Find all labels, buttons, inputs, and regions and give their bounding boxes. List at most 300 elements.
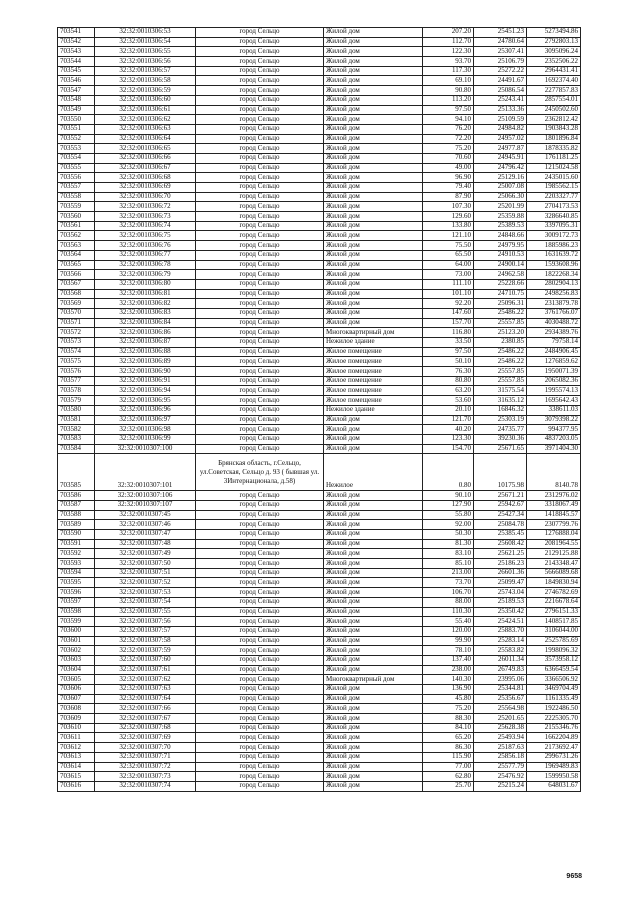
table-row [58,665,581,675]
address-cell: город Сельцо [196,299,324,309]
area-cell: 55.40 [423,617,474,627]
unit-value-cell: 25303.19 [474,415,527,425]
object-type-cell: Жилой дом [324,231,423,241]
area-cell: 113.20 [423,95,474,105]
object-type-cell: Жилой дом [324,597,423,607]
row-number-cell: 703614 [58,762,95,772]
row-number-cell: 703571 [58,318,95,328]
cadastral-number-cell: 32:32:0010307:64 [95,694,196,704]
area-cell: 33.50 [423,338,474,348]
row-number-cell: 703561 [58,221,95,231]
cadastral-value-cell: 1276888.04 [527,530,581,540]
unit-value-cell: 25608.42 [474,539,527,549]
object-type-cell: Жилой дом [324,279,423,289]
table-row [58,568,581,578]
address-cell: город Сельцо [196,47,324,57]
area-cell: 88.30 [423,714,474,724]
cadastral-value-cell: 1761181.25 [527,153,581,163]
area-cell: 78.10 [423,646,474,656]
cadastral-number-cell: 32:32:0010307:70 [95,743,196,753]
cadastral-value-cell: 1822268.34 [527,270,581,280]
unit-value-cell: 25086.54 [474,86,527,96]
address-cell: город Сельцо [196,655,324,665]
row-number-cell: 703585 [58,454,95,491]
unit-value-cell: 25451.23 [474,28,527,38]
unit-value-cell: 25344.81 [474,685,527,695]
table-row [58,752,581,762]
address-cell: город Сельцо [196,37,324,47]
unit-value-cell: 24984.82 [474,124,527,134]
address-cell: город Сельцо [196,646,324,656]
row-number-cell: 703616 [58,781,95,791]
address-cell: город Сельцо [196,57,324,67]
cadastral-value-cell: 2143348.47 [527,559,581,569]
row-number-cell: 703604 [58,665,95,675]
object-type-cell: Жилой дом [324,105,423,115]
row-number-cell: 703607 [58,694,95,704]
object-type-cell: Жилой дом [324,212,423,222]
address-cell: город Сельцо [196,704,324,714]
address-cell: город Сельцо [196,588,324,598]
area-cell: 77.00 [423,762,474,772]
unit-value-cell: 25942.67 [474,500,527,510]
address-cell: город Сельцо [196,241,324,251]
area-cell: 99.90 [423,636,474,646]
unit-value-cell: 25486.22 [474,308,527,318]
address-cell: город Сельцо [196,762,324,772]
cadastral-number-cell: 32:32:0010307:53 [95,588,196,598]
cadastral-number-cell: 32:32:0010306:64 [95,134,196,144]
area-cell: 121.70 [423,415,474,425]
table-row [58,762,581,772]
cadastral-number-cell: 32:32:0010306:54 [95,37,196,47]
table-row [58,646,581,656]
row-number-cell: 703576 [58,367,95,377]
cadastral-value-cell: 1849830.94 [527,578,581,588]
area-cell: 70.60 [423,153,474,163]
row-number-cell: 703546 [58,76,95,86]
cadastral-number-cell: 32:32:0010307:71 [95,752,196,762]
address-cell: город Сельцо [196,86,324,96]
cadastral-number-cell: 32:32:0010306:57 [95,66,196,76]
object-type-cell: Жилой дом [324,183,423,193]
unit-value-cell: 10175.98 [474,454,527,491]
cadastral-number-cell: 32:32:0010307:60 [95,655,196,665]
object-type-cell: Жилой дом [324,425,423,435]
row-number-cell: 703611 [58,733,95,743]
object-type-cell: Жилой дом [324,250,423,260]
row-number-cell: 703592 [58,549,95,559]
unit-value-cell: 25476.92 [474,772,527,782]
unit-value-cell: 25389.53 [474,221,527,231]
cadastral-number-cell: 32:32:0010306:68 [95,173,196,183]
address-cell: город Сельцо [196,202,324,212]
object-type-cell: Жилой дом [324,781,423,791]
object-type-cell: Жилой дом [324,539,423,549]
area-cell: 84.10 [423,723,474,733]
object-type-cell: Жилой дом [324,192,423,202]
table-row [58,250,581,260]
cadastral-number-cell: 32:32:0010307:46 [95,520,196,530]
cadastral-number-cell: 32:32:0010306:59 [95,86,196,96]
cadastral-value-cell: 1969489.83 [527,762,581,772]
row-number-cell: 703609 [58,714,95,724]
row-number-cell: 703578 [58,386,95,396]
unit-value-cell: 25385.45 [474,530,527,540]
table-row [58,386,581,396]
area-cell: 127.90 [423,500,474,510]
table-row [58,415,581,425]
area-cell: 107.30 [423,202,474,212]
table-row [58,66,581,76]
area-cell: 45.80 [423,694,474,704]
unit-value-cell: 25215.24 [474,781,527,791]
area-cell: 129.60 [423,212,474,222]
table-row [58,510,581,520]
area-cell: 93.70 [423,57,474,67]
unit-value-cell: 23995.06 [474,675,527,685]
table-row [58,241,581,251]
address-cell: город Сельцо [196,144,324,154]
row-number-cell: 703563 [58,241,95,251]
table-row [58,328,581,338]
row-number-cell: 703559 [58,202,95,212]
cadastral-number-cell: 32:32:0010306:66 [95,153,196,163]
table-row [58,115,581,125]
unit-value-cell: 25856.18 [474,752,527,762]
table-row [58,617,581,627]
address-cell: город Сельцо [196,425,324,435]
object-type-cell: Жилой дом [324,47,423,57]
unit-value-cell: 25186.23 [474,559,527,569]
area-cell: 112.70 [423,37,474,47]
area-cell: 120.00 [423,626,474,636]
address-cell: город Сельцо [196,386,324,396]
area-cell: 238.00 [423,665,474,675]
address-cell: город Сельцо [196,396,324,406]
object-type-cell: Жилой дом [324,743,423,753]
area-cell: 62.80 [423,772,474,782]
cadastral-value-cell: 3106044.00 [527,626,581,636]
object-type-cell: Жилой дом [324,57,423,67]
unit-value-cell: 25883.70 [474,626,527,636]
unit-value-cell: 24848.66 [474,231,527,241]
address-cell: город Сельцо [196,221,324,231]
cadastral-value-cell: 2216678.64 [527,597,581,607]
row-number-cell: 703608 [58,704,95,714]
address-cell: город Сельцо [196,733,324,743]
table-row [58,704,581,714]
row-number-cell: 703590 [58,530,95,540]
address-cell: город Сельцо [196,279,324,289]
row-number-cell: 703541 [58,28,95,38]
table-row [58,714,581,724]
row-number-cell: 703588 [58,510,95,520]
object-type-cell: Жилой дом [324,510,423,520]
object-type-cell: Нежилое здание [324,405,423,415]
cadastral-number-cell: 32:32:0010306:83 [95,308,196,318]
area-cell: 72.20 [423,134,474,144]
row-number-cell: 703612 [58,743,95,753]
object-type-cell: Жилой дом [324,578,423,588]
cadastral-number-cell: 32:32:0010307:56 [95,617,196,627]
object-type-cell: Жилой дом [324,568,423,578]
address-cell: город Сельцо [196,568,324,578]
object-type-cell: Жилой дом [324,434,423,444]
address-cell: город Сельцо [196,675,324,685]
table-body [58,28,581,792]
area-cell: 140.30 [423,675,474,685]
area-cell: 137.40 [423,655,474,665]
area-cell: 25.70 [423,781,474,791]
table-row [58,338,581,348]
cadastral-number-cell: 32:32:0010307:100 [95,444,196,454]
row-number-cell: 703545 [58,66,95,76]
cadastral-number-cell: 32:32:0010306:53 [95,28,196,38]
object-type-cell: Жилой дом [324,491,423,501]
object-type-cell: Жилой дом [324,733,423,743]
object-type-cell: Жилой дом [324,655,423,665]
address-cell: город Сельцо [196,328,324,338]
unit-value-cell: 25424.51 [474,617,527,627]
object-type-cell: Жилой дом [324,241,423,251]
address-cell: город Сельцо [196,636,324,646]
object-type-cell: Жилой дом [324,76,423,86]
cadastral-number-cell: 32:32:0010307:66 [95,704,196,714]
cadastral-number-cell: 32:32:0010306:75 [95,231,196,241]
address-cell: город Сельцо [196,772,324,782]
object-type-cell: Жилой дом [324,221,423,231]
cadastral-number-cell: 32:32:0010307:61 [95,665,196,675]
cadastral-number-cell: 32:32:0010306:88 [95,347,196,357]
row-number-cell: 703564 [58,250,95,260]
cadastral-value-cell: 1593608.96 [527,260,581,270]
cadastral-value-cell: 3573958.12 [527,655,581,665]
row-number-cell: 703594 [58,568,95,578]
row-number-cell: 703547 [58,86,95,96]
cadastral-number-cell: 32:32:0010306:70 [95,192,196,202]
cadastral-value-cell: 2081964.55 [527,539,581,549]
cadastral-value-cell: 2277857.83 [527,86,581,96]
row-number-cell: 703598 [58,607,95,617]
unit-value-cell: 25671.65 [474,444,527,454]
address-cell: город Сельцо [196,714,324,724]
unit-value-cell: 31635.12 [474,396,527,406]
cadastral-number-cell: 32:32:0010306:77 [95,250,196,260]
area-cell: 111.10 [423,279,474,289]
area-cell: 64.00 [423,260,474,270]
table-row [58,588,581,598]
area-cell: 53.60 [423,396,474,406]
row-number-cell: 703552 [58,134,95,144]
area-cell: 116.80 [423,328,474,338]
cadastral-number-cell: 32:32:0010306:79 [95,270,196,280]
row-number-cell: 703615 [58,772,95,782]
unit-value-cell: 25307.41 [474,47,527,57]
table-row [58,549,581,559]
object-type-cell: Жилой дом [324,37,423,47]
unit-value-cell: 24900.14 [474,260,527,270]
address-cell: город Сельцо [196,626,324,636]
table-row [58,37,581,47]
cadastral-number-cell: 32:32:0010306:62 [95,115,196,125]
cadastral-value-cell: 2129125.88 [527,549,581,559]
cadastral-number-cell: 32:32:0010307:55 [95,607,196,617]
cadastral-number-cell: 32:32:0010307:107 [95,500,196,510]
object-type-cell: Жилой дом [324,723,423,733]
object-type-cell: Жилой дом [324,685,423,695]
cadastral-value-cell: 1161335.49 [527,694,581,704]
row-number-cell: 703551 [58,124,95,134]
table-row [58,520,581,530]
object-type-cell: Жилой дом [324,299,423,309]
object-type-cell: Жилой дом [324,144,423,154]
address-cell: город Сельцо [196,367,324,377]
area-cell: 75.50 [423,241,474,251]
address-cell: город Сельцо [196,530,324,540]
address-cell: Брянская область, г.Сельцо, ул.Советская, Сельцо д. 93 ( бывшая ул. 3Интернационала, д.58) [196,454,324,491]
table-row [58,86,581,96]
address-cell: город Сельцо [196,607,324,617]
object-type-cell: Жилой дом [324,636,423,646]
area-cell: 136.90 [423,685,474,695]
cadastral-number-cell: 32:32:0010307:63 [95,685,196,695]
cadastral-value-cell: 1922486.50 [527,704,581,714]
area-cell: 154.70 [423,444,474,454]
page-number: 9658 [566,873,582,880]
row-number-cell: 703544 [58,57,95,67]
address-cell: город Сельцо [196,318,324,328]
address-cell: город Сельцо [196,617,324,627]
unit-value-cell: 24979.95 [474,241,527,251]
table-row [58,500,581,510]
row-number-cell: 703597 [58,597,95,607]
row-number-cell: 703613 [58,752,95,762]
cadastral-number-cell: 32:32:0010306:58 [95,76,196,86]
area-cell: 65.50 [423,250,474,260]
area-cell: 75.20 [423,704,474,714]
address-cell: город Сельцо [196,124,324,134]
table-row [58,347,581,357]
row-number-cell: 703591 [58,539,95,549]
unit-value-cell: 25228.66 [474,279,527,289]
row-number-cell: 703610 [58,723,95,733]
unit-value-cell: 24710.75 [474,289,527,299]
table-row [58,57,581,67]
row-number-cell: 703577 [58,376,95,386]
cadastral-number-cell: 32:32:0010306:99 [95,434,196,444]
cadastral-value-cell: 8140.78 [527,454,581,491]
row-number-cell: 703566 [58,270,95,280]
row-number-cell: 703593 [58,559,95,569]
address-cell: город Сельцо [196,163,324,173]
property-register-table [57,27,581,792]
unit-value-cell: 25096.31 [474,299,527,309]
cadastral-number-cell: 32:32:0010307:54 [95,597,196,607]
row-number-cell: 703586 [58,491,95,501]
cadastral-value-cell: 2435015.60 [527,173,581,183]
cadastral-value-cell: 1418845.57 [527,510,581,520]
unit-value-cell: 26601.36 [474,568,527,578]
row-number-cell: 703562 [58,231,95,241]
address-cell: город Сельцо [196,415,324,425]
area-cell: 0.80 [423,454,474,491]
cadastral-number-cell: 32:32:0010307:51 [95,568,196,578]
cadastral-value-cell: 2203327.77 [527,192,581,202]
row-number-cell: 703569 [58,299,95,309]
object-type-cell: Жилое помещение [324,376,423,386]
cadastral-number-cell: 32:32:0010307:47 [95,530,196,540]
unit-value-cell: 31575.54 [474,386,527,396]
cadastral-number-cell: 32:32:0010306:65 [95,144,196,154]
object-type-cell: Жилой дом [324,588,423,598]
table-row [58,76,581,86]
unit-value-cell: 24910.53 [474,250,527,260]
area-cell: 87.90 [423,192,474,202]
area-cell: 110.30 [423,607,474,617]
address-cell: город Сельцо [196,347,324,357]
cadastral-value-cell: 338611.03 [527,405,581,415]
table-row [58,597,581,607]
unit-value-cell: 25109.59 [474,115,527,125]
object-type-cell: Жилой дом [324,694,423,704]
object-type-cell: Жилой дом [324,173,423,183]
unit-value-cell: 25129.16 [474,173,527,183]
cadastral-number-cell: 32:32:0010306:56 [95,57,196,67]
table-row [58,539,581,549]
object-type-cell: Жилой дом [324,415,423,425]
object-type-cell: Жилое помещение [324,367,423,377]
unit-value-cell: 25621.25 [474,549,527,559]
object-type-cell: Жилой дом [324,626,423,636]
address-cell: город Сельцо [196,781,324,791]
area-cell: 88.00 [423,597,474,607]
address-cell: город Сельцо [196,308,324,318]
object-type-cell: Жилой дом [324,772,423,782]
cadastral-number-cell: 32:32:0010306:94 [95,386,196,396]
address-cell: город Сельцо [196,260,324,270]
area-cell: 106.70 [423,588,474,598]
cadastral-number-cell: 32:32:0010306:96 [95,405,196,415]
cadastral-value-cell: 1695642.43 [527,396,581,406]
unit-value-cell: 25007.08 [474,183,527,193]
area-cell: 96.90 [423,173,474,183]
row-number-cell: 703583 [58,434,95,444]
cadastral-value-cell: 1662204.89 [527,733,581,743]
object-type-cell: Многоквартирный дом [324,328,423,338]
cadastral-value-cell: 4837203.05 [527,434,581,444]
area-cell: 76.30 [423,367,474,377]
row-number-cell: 703548 [58,95,95,105]
table-row [58,279,581,289]
address-cell: город Сельцо [196,250,324,260]
row-number-cell: 703581 [58,415,95,425]
table-row [58,396,581,406]
row-number-cell: 703582 [58,425,95,435]
unit-value-cell: 25099.47 [474,578,527,588]
cadastral-value-cell: 1801896.84 [527,134,581,144]
address-cell: город Сельцо [196,153,324,163]
table-row [58,636,581,646]
row-number-cell: 703602 [58,646,95,656]
unit-value-cell: 25350.42 [474,607,527,617]
cadastral-value-cell: 1998096.32 [527,646,581,656]
object-type-cell: Жилой дом [324,714,423,724]
address-cell: город Сельцо [196,270,324,280]
unit-value-cell: 25557.85 [474,376,527,386]
cadastral-value-cell: 3761766.07 [527,308,581,318]
row-number-cell: 703584 [58,444,95,454]
